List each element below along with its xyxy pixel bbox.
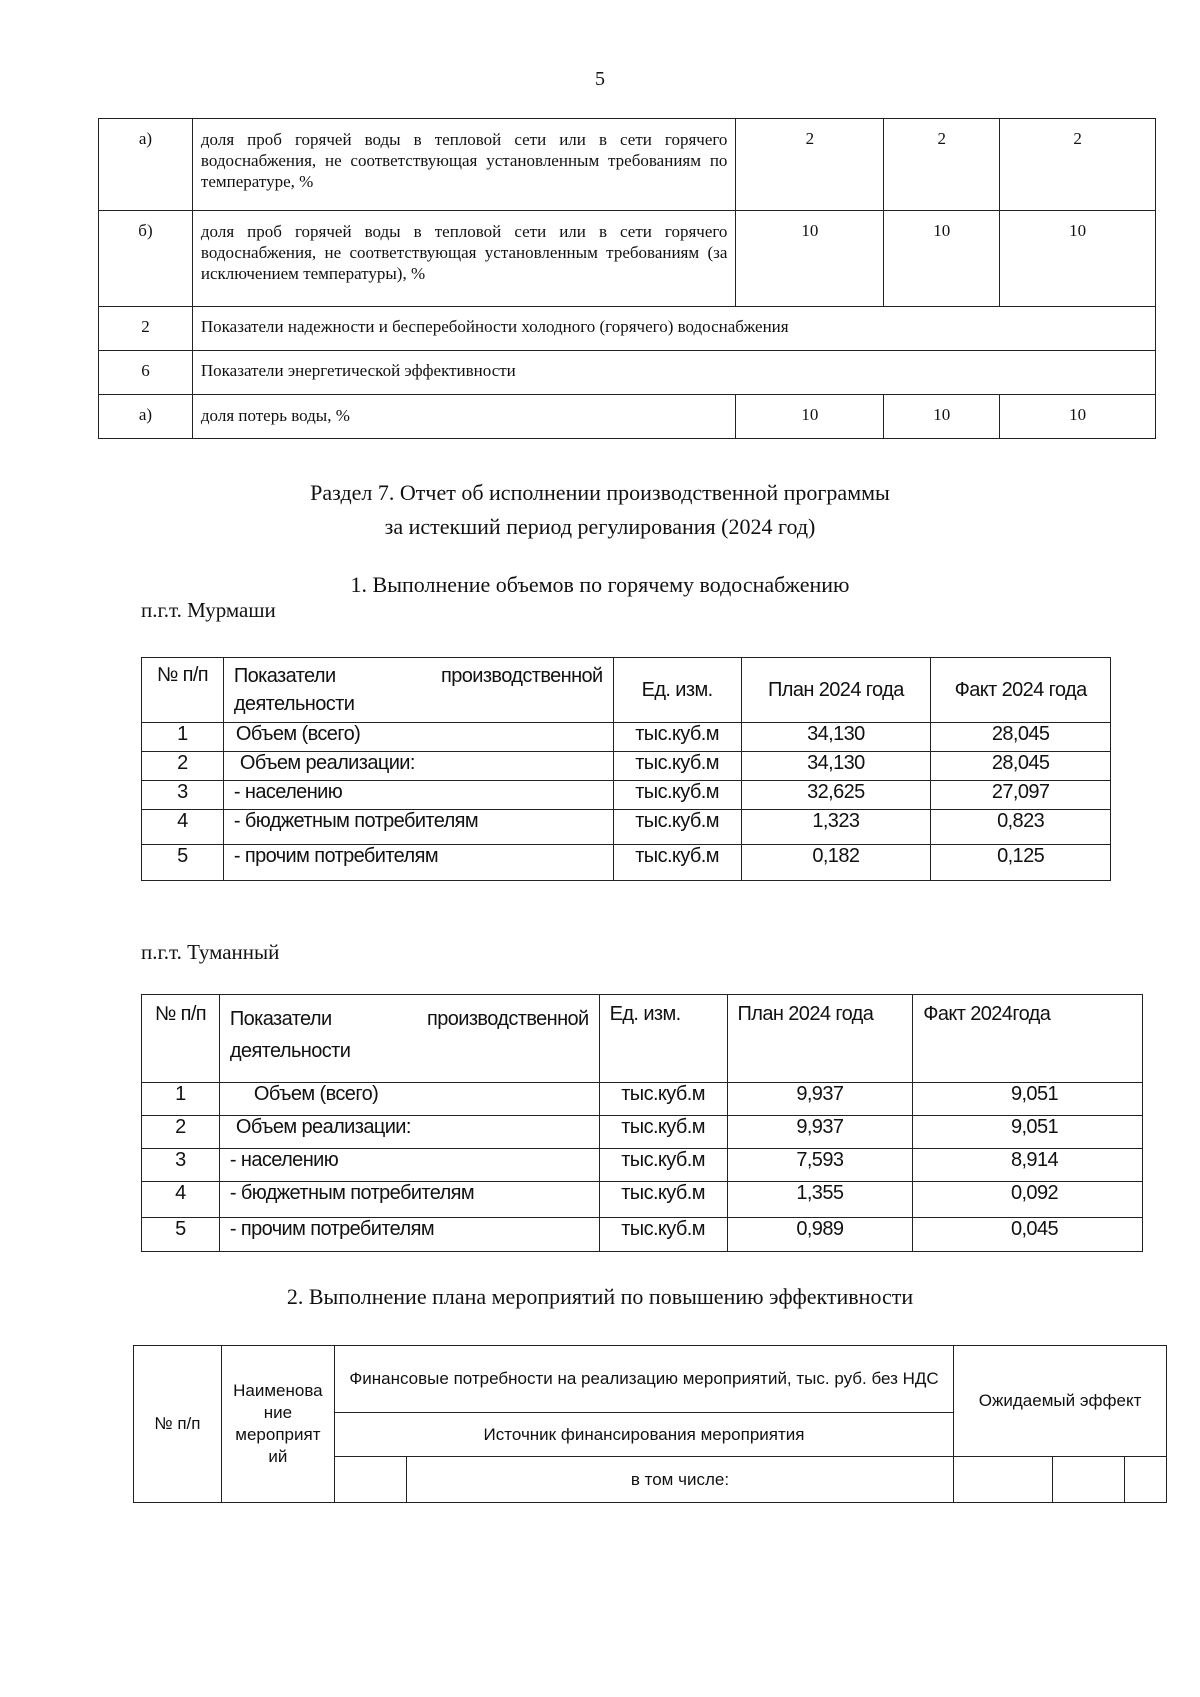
plan-value: 9,937 (727, 1116, 913, 1149)
plan-value: 7,593 (727, 1149, 913, 1182)
fact-value: 8,914 (913, 1149, 1143, 1182)
row-number: 1 (142, 723, 224, 752)
unit-cell: тыс.куб.м (599, 1182, 727, 1218)
fact-value: 0,125 (931, 845, 1111, 881)
header-expected-effect: Ожидаемый эффект (954, 1346, 1167, 1457)
value-cell: 10 (1000, 211, 1156, 307)
section-title-line: за истекший период регулирования (2024 год) (384, 514, 816, 539)
table-header-row (134, 1346, 1167, 1413)
indicator-text: доля проб горячей воды в тепловой сети или в сети горячего водоснабжения, не соответствующая установленным требованиям по температуре, % (192, 119, 736, 211)
header-num: № п/п (142, 995, 220, 1083)
unit-cell: тыс.куб.м (599, 1149, 727, 1182)
row-number: 6 (99, 351, 193, 395)
header-fact: Факт 2024 года (931, 658, 1111, 723)
header-word: производственной (440, 665, 603, 687)
empty-cell (954, 1457, 1053, 1503)
indicator-text: доля проб горячей воды в тепловой сети или в сети горячего водоснабжения, не соответствующая установленным требованиям (за исключением температуры), % (192, 211, 736, 307)
table-row (142, 845, 1111, 881)
header-word: Показатели (229, 1008, 332, 1030)
value-cell: 10 (884, 211, 1000, 307)
value-cell: 10 (736, 395, 884, 439)
header-including: в том числе: (406, 1457, 953, 1503)
fact-value: 28,045 (931, 723, 1111, 752)
header-word: производственной (426, 1008, 589, 1030)
indicator-name: - населению (223, 781, 613, 810)
header-funding-source: Источник финансирования мероприятия (334, 1413, 953, 1457)
table-row (142, 1182, 1143, 1218)
row-number: 2 (142, 752, 224, 781)
row-number: 2 (142, 1116, 220, 1149)
table-row (142, 810, 1111, 845)
fact-value: 0,092 (913, 1182, 1143, 1218)
fact-value: 9,051 (913, 1083, 1143, 1116)
header-measure-name: Наименова ние мероприят ий (221, 1346, 334, 1503)
table-row (142, 1218, 1143, 1252)
row-number: 3 (142, 781, 224, 810)
indicator-group-title: Показатели энергетической эффективности (192, 351, 1155, 395)
value-cell: 10 (1000, 395, 1156, 439)
unit-cell: тыс.куб.м (599, 1116, 727, 1149)
table-row (142, 1149, 1143, 1182)
page-number: 5 (595, 68, 605, 90)
value-cell: 2 (1000, 119, 1156, 211)
header-unit: Ед. изм. (613, 658, 741, 723)
plan-value: 34,130 (741, 752, 931, 781)
value-cell: 10 (736, 211, 884, 307)
plan-value: 9,937 (727, 1083, 913, 1116)
subheading: 1. Выполнение объемов по горячему водоснабжению (350, 572, 850, 597)
row-number: 3 (142, 1149, 220, 1182)
header-plan: План 2024 года (727, 995, 913, 1083)
plan-value: 32,625 (741, 781, 931, 810)
value-cell: 2 (736, 119, 884, 211)
header-plan: План 2024 года (741, 658, 931, 723)
indicator-name: Объем (всего) (219, 1083, 599, 1116)
indicator-name: Объем (всего) (223, 723, 613, 752)
unit-cell: тыс.куб.м (613, 752, 741, 781)
indicator-text: доля потерь воды, % (192, 395, 736, 439)
row-number: а) (99, 119, 193, 211)
header-word: деятельности (233, 693, 355, 715)
unit-cell: тыс.куб.м (613, 781, 741, 810)
row-number: 1 (142, 1083, 220, 1116)
section-title-line: Раздел 7. Отчет об исполнении производственной программы (310, 480, 890, 505)
table-row (142, 1083, 1143, 1116)
value-cell: 10 (884, 395, 1000, 439)
table-row (142, 752, 1111, 781)
table-header-row (142, 995, 1143, 1083)
table-row (99, 211, 1156, 307)
empty-cell (1053, 1457, 1125, 1503)
section-title (0, 476, 1200, 544)
table-row (99, 351, 1156, 395)
subheading: 2. Выполнение плана мероприятий по повышению эффективности (286, 1284, 914, 1309)
indicator-name: - прочим потребителям (223, 845, 613, 881)
unit-cell: тыс.куб.м (613, 845, 741, 881)
row-number: 5 (142, 1218, 220, 1252)
unit-cell: тыс.куб.м (613, 810, 741, 845)
indicator-name: - прочим потребителям (219, 1218, 599, 1252)
row-number: б) (99, 211, 193, 307)
row-number: а) (99, 395, 193, 439)
place-name: п.г.т. Мурмаши (141, 598, 276, 622)
header-financial-needs: Финансовые потребности на реализацию мероприятий, тыс. руб. без НДС (334, 1346, 953, 1413)
fact-value: 9,051 (913, 1116, 1143, 1149)
fact-value: 28,045 (931, 752, 1111, 781)
header-word: деятельности (229, 1040, 351, 1062)
table-row (142, 1116, 1143, 1149)
header-word: Показатели (233, 665, 336, 687)
fact-value: 27,097 (931, 781, 1111, 810)
volumes-table-murmashi (141, 657, 1111, 881)
plan-value: 0,182 (741, 845, 931, 881)
table-header-row (142, 658, 1111, 723)
indicator-name: Объем реализации: (219, 1116, 599, 1149)
volumes-table-tumanny (141, 994, 1143, 1252)
header-unit: Ед. изм. (599, 995, 727, 1083)
empty-cell (1125, 1457, 1167, 1503)
row-number: 5 (142, 845, 224, 881)
indicator-name: - бюджетным потребителям (219, 1182, 599, 1218)
indicator-name: - бюджетным потребителям (223, 810, 613, 845)
header-num: № п/п (142, 658, 224, 723)
row-number: 2 (99, 307, 193, 351)
indicator-name: Объем реализации: (223, 752, 613, 781)
row-number: 4 (142, 1182, 220, 1218)
table-row (142, 781, 1111, 810)
unit-cell: тыс.куб.м (599, 1083, 727, 1116)
empty-cell (334, 1457, 406, 1503)
table-row (99, 307, 1156, 351)
table-row (142, 723, 1111, 752)
indicator-group-title: Показатели надежности и бесперебойности холодного (горячего) водоснабжения (192, 307, 1155, 351)
unit-cell: тыс.куб.м (613, 723, 741, 752)
place-name: п.г.т. Туманный (141, 940, 280, 964)
value-cell: 2 (884, 119, 1000, 211)
plan-value: 1,355 (727, 1182, 913, 1218)
header-indicators (219, 995, 599, 1083)
plan-value: 34,130 (741, 723, 931, 752)
indicator-name: - населению (219, 1149, 599, 1182)
header-indicators (223, 658, 613, 723)
table-row (99, 119, 1156, 211)
plan-value: 1,323 (741, 810, 931, 845)
measures-table (133, 1345, 1167, 1503)
fact-value: 0,045 (913, 1218, 1143, 1252)
indicators-table (98, 118, 1156, 439)
plan-value: 0,989 (727, 1218, 913, 1252)
fact-value: 0,823 (931, 810, 1111, 845)
table-row (99, 395, 1156, 439)
unit-cell: тыс.куб.м (599, 1218, 727, 1252)
header-num: № п/п (134, 1346, 222, 1503)
row-number: 4 (142, 810, 224, 845)
header-fact: Факт 2024года (913, 995, 1143, 1083)
